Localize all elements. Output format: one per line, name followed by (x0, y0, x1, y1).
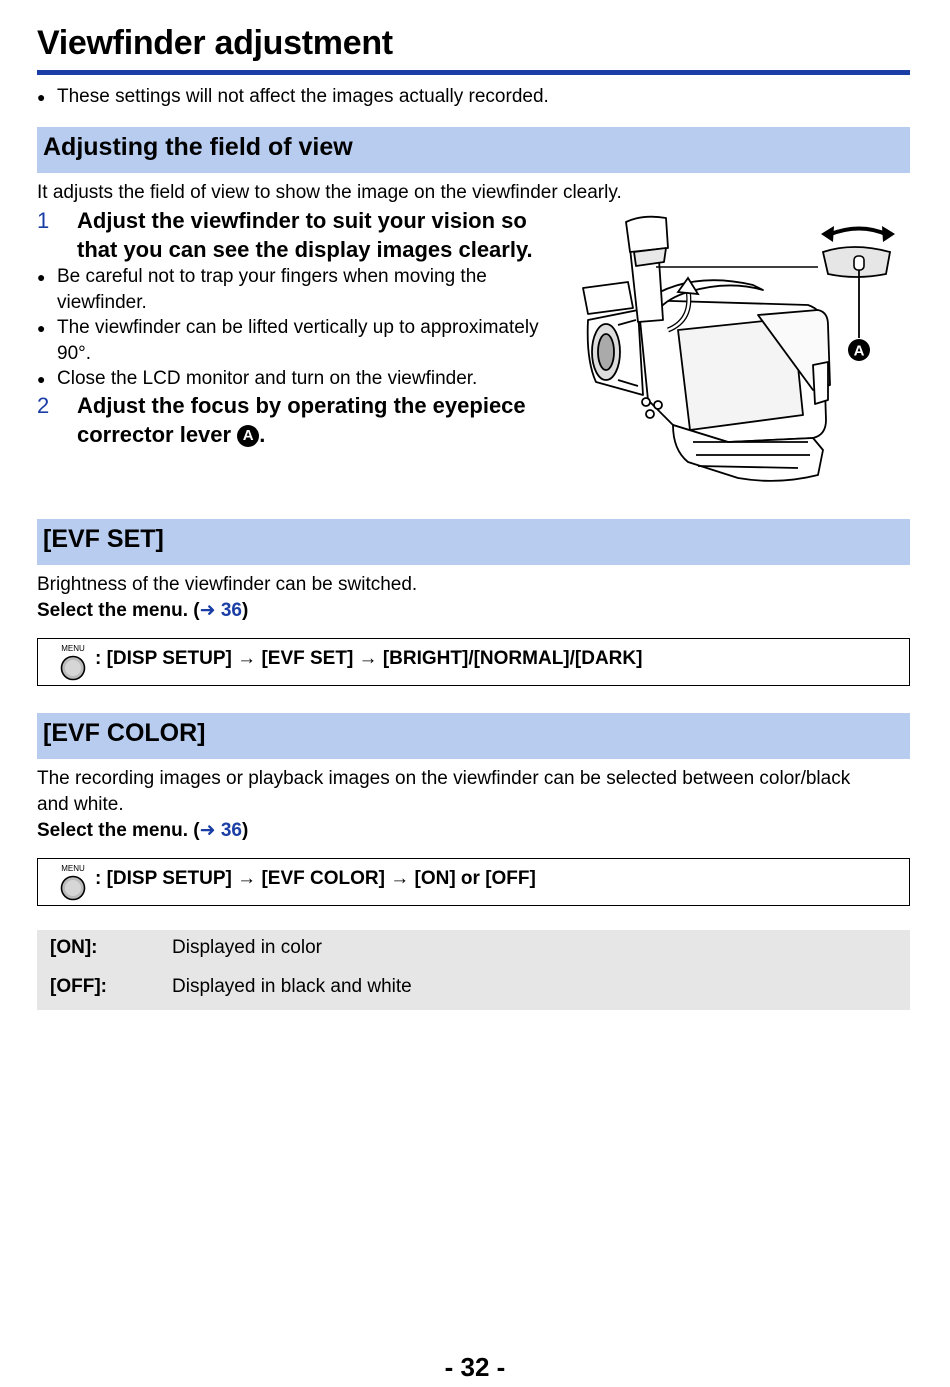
step-1 (37, 206, 577, 264)
bullet-line: The viewfinder can be lifted vertically up to approximately (57, 317, 539, 338)
menu-icon-label: MENU (61, 864, 85, 873)
option-key: [OFF]: (50, 976, 107, 997)
option-key: [ON]: (50, 937, 98, 958)
select-menu-text: Select the menu. ( (37, 820, 200, 841)
section-heading-field-of-view: Adjusting the field of view (37, 127, 910, 173)
select-menu-line (37, 598, 248, 624)
bullet-line: Close the LCD monitor and turn on the viewfinder. (57, 368, 478, 389)
marker-a-icon: A (237, 425, 259, 447)
bullet-line: viewfinder. (57, 292, 147, 313)
menu-button-icon (58, 641, 88, 681)
section2-description: Brightness of the viewfinder can be switched. (37, 574, 418, 595)
menu-path-box (37, 638, 910, 686)
bullet-close-lcd (37, 366, 577, 392)
menu-path-text: : [DISP SETUP] → [EVF COLOR] → [ON] or [OFF] (95, 868, 536, 889)
option-row (37, 935, 910, 961)
section3-description-line2: and white. (37, 794, 124, 815)
select-menu-line (37, 818, 248, 844)
step-2-line1: Adjust the focus by operating the eyepiece (77, 393, 526, 418)
page-ref-number: 36 (220, 600, 242, 621)
bullet-dot: ● (37, 320, 46, 336)
select-menu-text: Select the menu. ( (37, 600, 200, 621)
menu-button-icon (58, 861, 88, 901)
section1-description: It adjusts the field of view to show the image on the viewfinder clearly. (37, 182, 622, 203)
step-1-line1: Adjust the viewfinder to suit your vision so (77, 208, 527, 233)
step-1-line2: that you can see the display images clearly. (77, 237, 533, 262)
arrow-icon: ➜ (199, 600, 216, 621)
bullet-dot: ● (37, 89, 46, 105)
bullet-line: 90°. (57, 343, 92, 364)
section-heading-evf-color: [EVF COLOR] (37, 713, 910, 759)
bullet-lift (37, 315, 577, 367)
section-heading-evf-set: [EVF SET] (37, 519, 910, 565)
select-menu-suffix: ) (241, 600, 249, 621)
step-number: 1 (37, 208, 50, 233)
option-value: Displayed in color (172, 937, 322, 958)
page-title: Viewfinder adjustment (37, 24, 393, 62)
step-2-line2-text: corrector lever (77, 422, 232, 447)
page-ref-link[interactable] (200, 600, 242, 621)
page-ref-number: 36 (220, 820, 242, 841)
step-2-period: . (259, 422, 266, 447)
intro-bullet (37, 84, 549, 110)
arrow-icon: ➜ (199, 820, 216, 841)
step-2-line2 (37, 420, 577, 449)
option-value: Displayed in black and white (172, 976, 412, 997)
options-table (37, 930, 910, 1010)
menu-path-text: : [DISP SETUP] → [EVF SET] → [BRIGHT]/[NORMAL]/[DARK] (95, 648, 643, 669)
bullet-careful (37, 264, 577, 316)
marker-a-label: A (853, 342, 865, 360)
bullet-dot: ● (37, 269, 46, 285)
section3-description-line1: The recording images or playback images on the viewfinder can be selected between color/black (37, 768, 851, 789)
option-row (37, 974, 910, 1000)
intro-bullet-text: These settings will not affect the images actually recorded. (57, 86, 549, 107)
page-ref-link[interactable] (200, 820, 242, 841)
title-rule (37, 70, 910, 75)
page-number: - 32 - (444, 1352, 506, 1382)
bullet-dot: ● (37, 371, 46, 387)
select-menu-suffix: ) (241, 820, 249, 841)
step-2 (37, 391, 577, 449)
camcorder-illustration (578, 210, 908, 490)
step-number: 2 (37, 393, 50, 418)
menu-icon-label: MENU (61, 644, 85, 653)
menu-path-box (37, 858, 910, 906)
bullet-line: Be careful not to trap your fingers when moving the (57, 266, 487, 287)
